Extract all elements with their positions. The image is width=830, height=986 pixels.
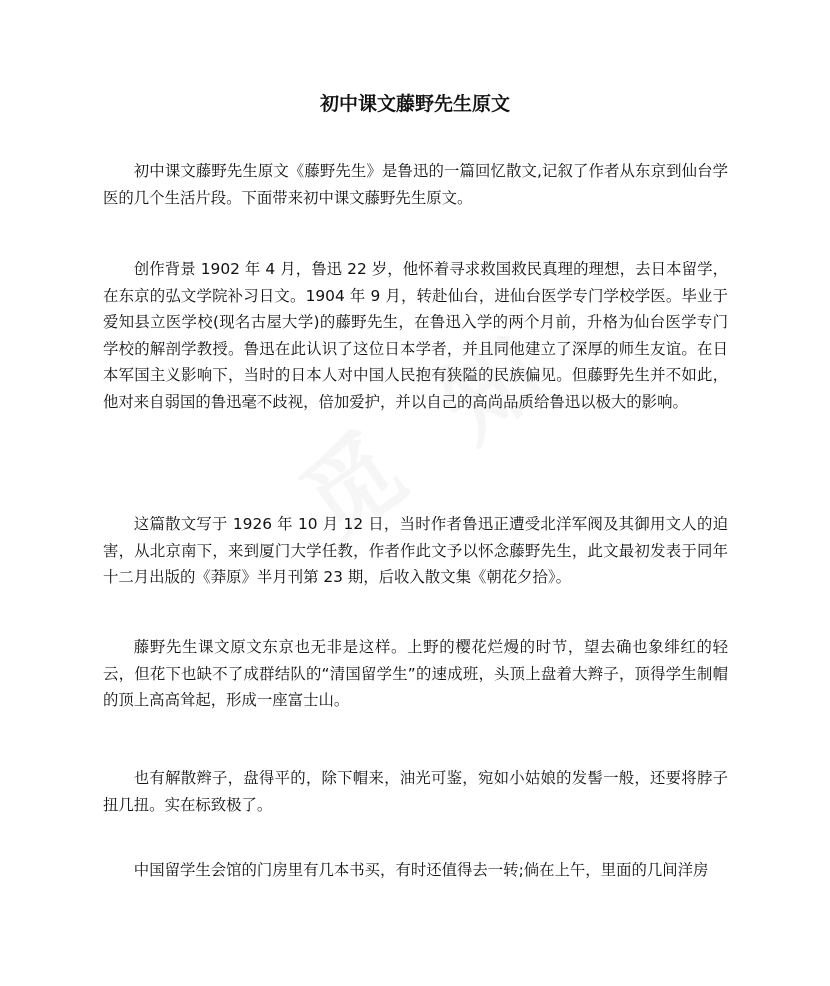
paragraph-text-3: 中国留学生会馆的门房里有几本书买，有时还值得去一转;倘在上午，里面的几间洋房 [133,861,709,879]
paragraph-publication: 这篇散文写于 1926 年 10 月 12 日，当时作者鲁迅正遭受北洋军阀及其御用文人的迫害，从北京南下，来到厦门大学任教，作者作此文予以怀念藤野先生，此文最初发表于同年十二月出版的《莽原》半月刊第 23 期，后收入散文集《朝花夕拾》。 [103,515,728,586]
paragraph-text-1: 藤野先生课文原文东京也无非是这样。上野的樱花烂熳的时节，望去确也象绯红的轻云，但花下也缺不了成群结队的“清国留学生”的速成班，头顶上盘着大辫子，顶得学生制帽的顶上高高耸起，形成一座富士山。 [103,638,728,709]
paragraph-intro: 初中课文藤野先生原文《藤野先生》是鲁迅的一篇回忆散文,记叙了作者从东京到仙台学医的几个生活片段。下面带来初中课文藤野先生原文。 [103,162,728,207]
page-title: 初中课文藤野先生原文 [319,93,510,115]
paragraph-background: 创作背景 1902 年 4 月，鲁迅 22 岁，他怀着寻求救国救民真理的理想，去日本留学，在东京的弘文学院补习日文。1904 年 9 月，转赴仙台，进仙台医学专门学校学医。毕业于爱知县立医学校(现名古屋大学)的藤野先生，在鲁迅入学的两个月前，升格为仙台医学专门学校的解剖学教授。鲁迅在此认识了这位日本学者，并且同他建立了深厚的师生友谊。在日本军国主义影响下，当时的日本人对中国人民抱有狭隘的民族偏见。但藤野先生并不如此，他对来自弱国的鲁迅毫不歧视，倍加爱护，并以自己的高尚品质给鲁迅以极大的影响。 [103,260,728,411]
paragraph-text-2: 也有解散辫子，盘得平的，除下帽来，油光可鉴，宛如小姑娘的发髻一般，还要将脖子扭几扭。实在标致极了。 [103,769,728,814]
